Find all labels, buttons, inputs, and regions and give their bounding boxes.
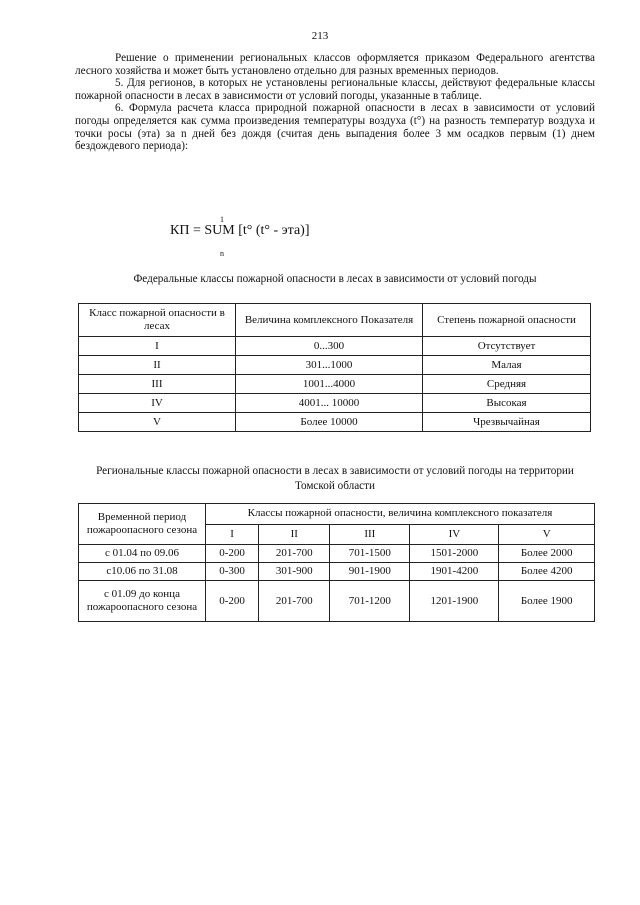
table2-caption: Региональные классы пожарной опасности в лесах в зависимости от условий погоды на территории Томской области	[96, 465, 574, 492]
header-class: Класс пожарной опасности в лесах	[79, 304, 236, 337]
table-cell: 0-200	[206, 581, 259, 622]
table-cell: III	[79, 375, 236, 394]
table-cell: 301-900	[259, 563, 330, 581]
table-cell: с 01.09 до конца пожароопасного сезона	[79, 581, 206, 622]
header-class-i: I	[206, 524, 259, 545]
table-cell: 0-200	[206, 545, 259, 563]
table-row	[79, 356, 591, 375]
paragraph-federal-classes: 5. Для регионов, в которых не установлены региональные классы, действуют федеральные классы пожарной опасности в лесах в зависимости от условий погоды, указанные в таблице.	[75, 77, 595, 102]
federal-classes-table	[78, 303, 591, 432]
table-cell: Чрезвычайная	[423, 413, 591, 432]
table-cell: 701-1200	[330, 581, 410, 622]
table-cell: Более 10000	[236, 413, 423, 432]
table-cell: 201-700	[259, 581, 330, 622]
table-row	[79, 581, 595, 622]
header-class-ii: II	[259, 524, 330, 545]
table-cell: Более 1900	[499, 581, 595, 622]
table-cell: I	[79, 337, 236, 356]
table1-caption: Федеральные классы пожарной опасности в лесах в зависимости от условий погоды	[133, 273, 537, 285]
table-cell: 701-1500	[330, 545, 410, 563]
table-row	[79, 337, 591, 356]
table-cell: Средняя	[423, 375, 591, 394]
table-row	[79, 375, 591, 394]
regional-classes-table	[78, 503, 595, 622]
table-cell: Малая	[423, 356, 591, 375]
table-cell: 1001...4000	[236, 375, 423, 394]
table-cell: 901-1900	[330, 563, 410, 581]
paragraph-formula-description: 6. Формула расчета класса природной пожарной опасности в лесах в зависимости от условий погоды определяется как сумма произведения температуры воздуха (t°) на разность температур воздуха и точки росы (эта) за n дней без дождя (считая день выпадения более 3 мм осадков первым (1) днем бездождевого периода):	[75, 102, 595, 153]
formula-upper-limit: 1	[220, 215, 224, 224]
table-cell: 0-300	[206, 563, 259, 581]
table-cell: 0...300	[236, 337, 423, 356]
header-danger: Степень пожарной опасности	[423, 304, 591, 337]
table-cell: Более 2000	[499, 545, 595, 563]
table-cell: с 01.04 по 09.06	[79, 545, 206, 563]
table-row	[79, 413, 591, 432]
page-number: 213	[311, 30, 329, 42]
body-text	[75, 52, 595, 153]
table-cell: Более 4200	[499, 563, 595, 581]
formula: КП = SUM [t° (t° - эта)]	[170, 223, 310, 238]
header-classes: Классы пожарной опасности, величина комплексного показателя	[206, 504, 595, 525]
table-cell: 4001... 10000	[236, 394, 423, 413]
table-header-row	[79, 504, 595, 525]
header-class-v: V	[499, 524, 595, 545]
table-cell: 1901-4200	[410, 563, 499, 581]
formula-lower-limit: n	[220, 249, 224, 258]
paragraph-regional-classes: Решение о применении региональных классов оформляется приказом Федерального агентства лесного хозяйства и может быть установлено отдельно для разных временных периодов.	[75, 52, 595, 77]
header-index: Величина комплексного Показателя	[236, 304, 423, 337]
table-cell: 301...1000	[236, 356, 423, 375]
table-cell: 201-700	[259, 545, 330, 563]
table-cell: V	[79, 413, 236, 432]
header-class-iv: IV	[410, 524, 499, 545]
table-cell: с10.06 по 31.08	[79, 563, 206, 581]
table-cell: II	[79, 356, 236, 375]
table-cell: Отсутствует	[423, 337, 591, 356]
table-row	[79, 394, 591, 413]
header-period: Временной период пожароопасного сезона	[79, 504, 206, 545]
table-cell: 1501-2000	[410, 545, 499, 563]
table-row	[79, 563, 595, 581]
table-cell: Высокая	[423, 394, 591, 413]
table-cell: IV	[79, 394, 236, 413]
table-header-row	[79, 304, 591, 337]
table-cell: 1201-1900	[410, 581, 499, 622]
header-class-iii: III	[330, 524, 410, 545]
table-row	[79, 545, 595, 563]
